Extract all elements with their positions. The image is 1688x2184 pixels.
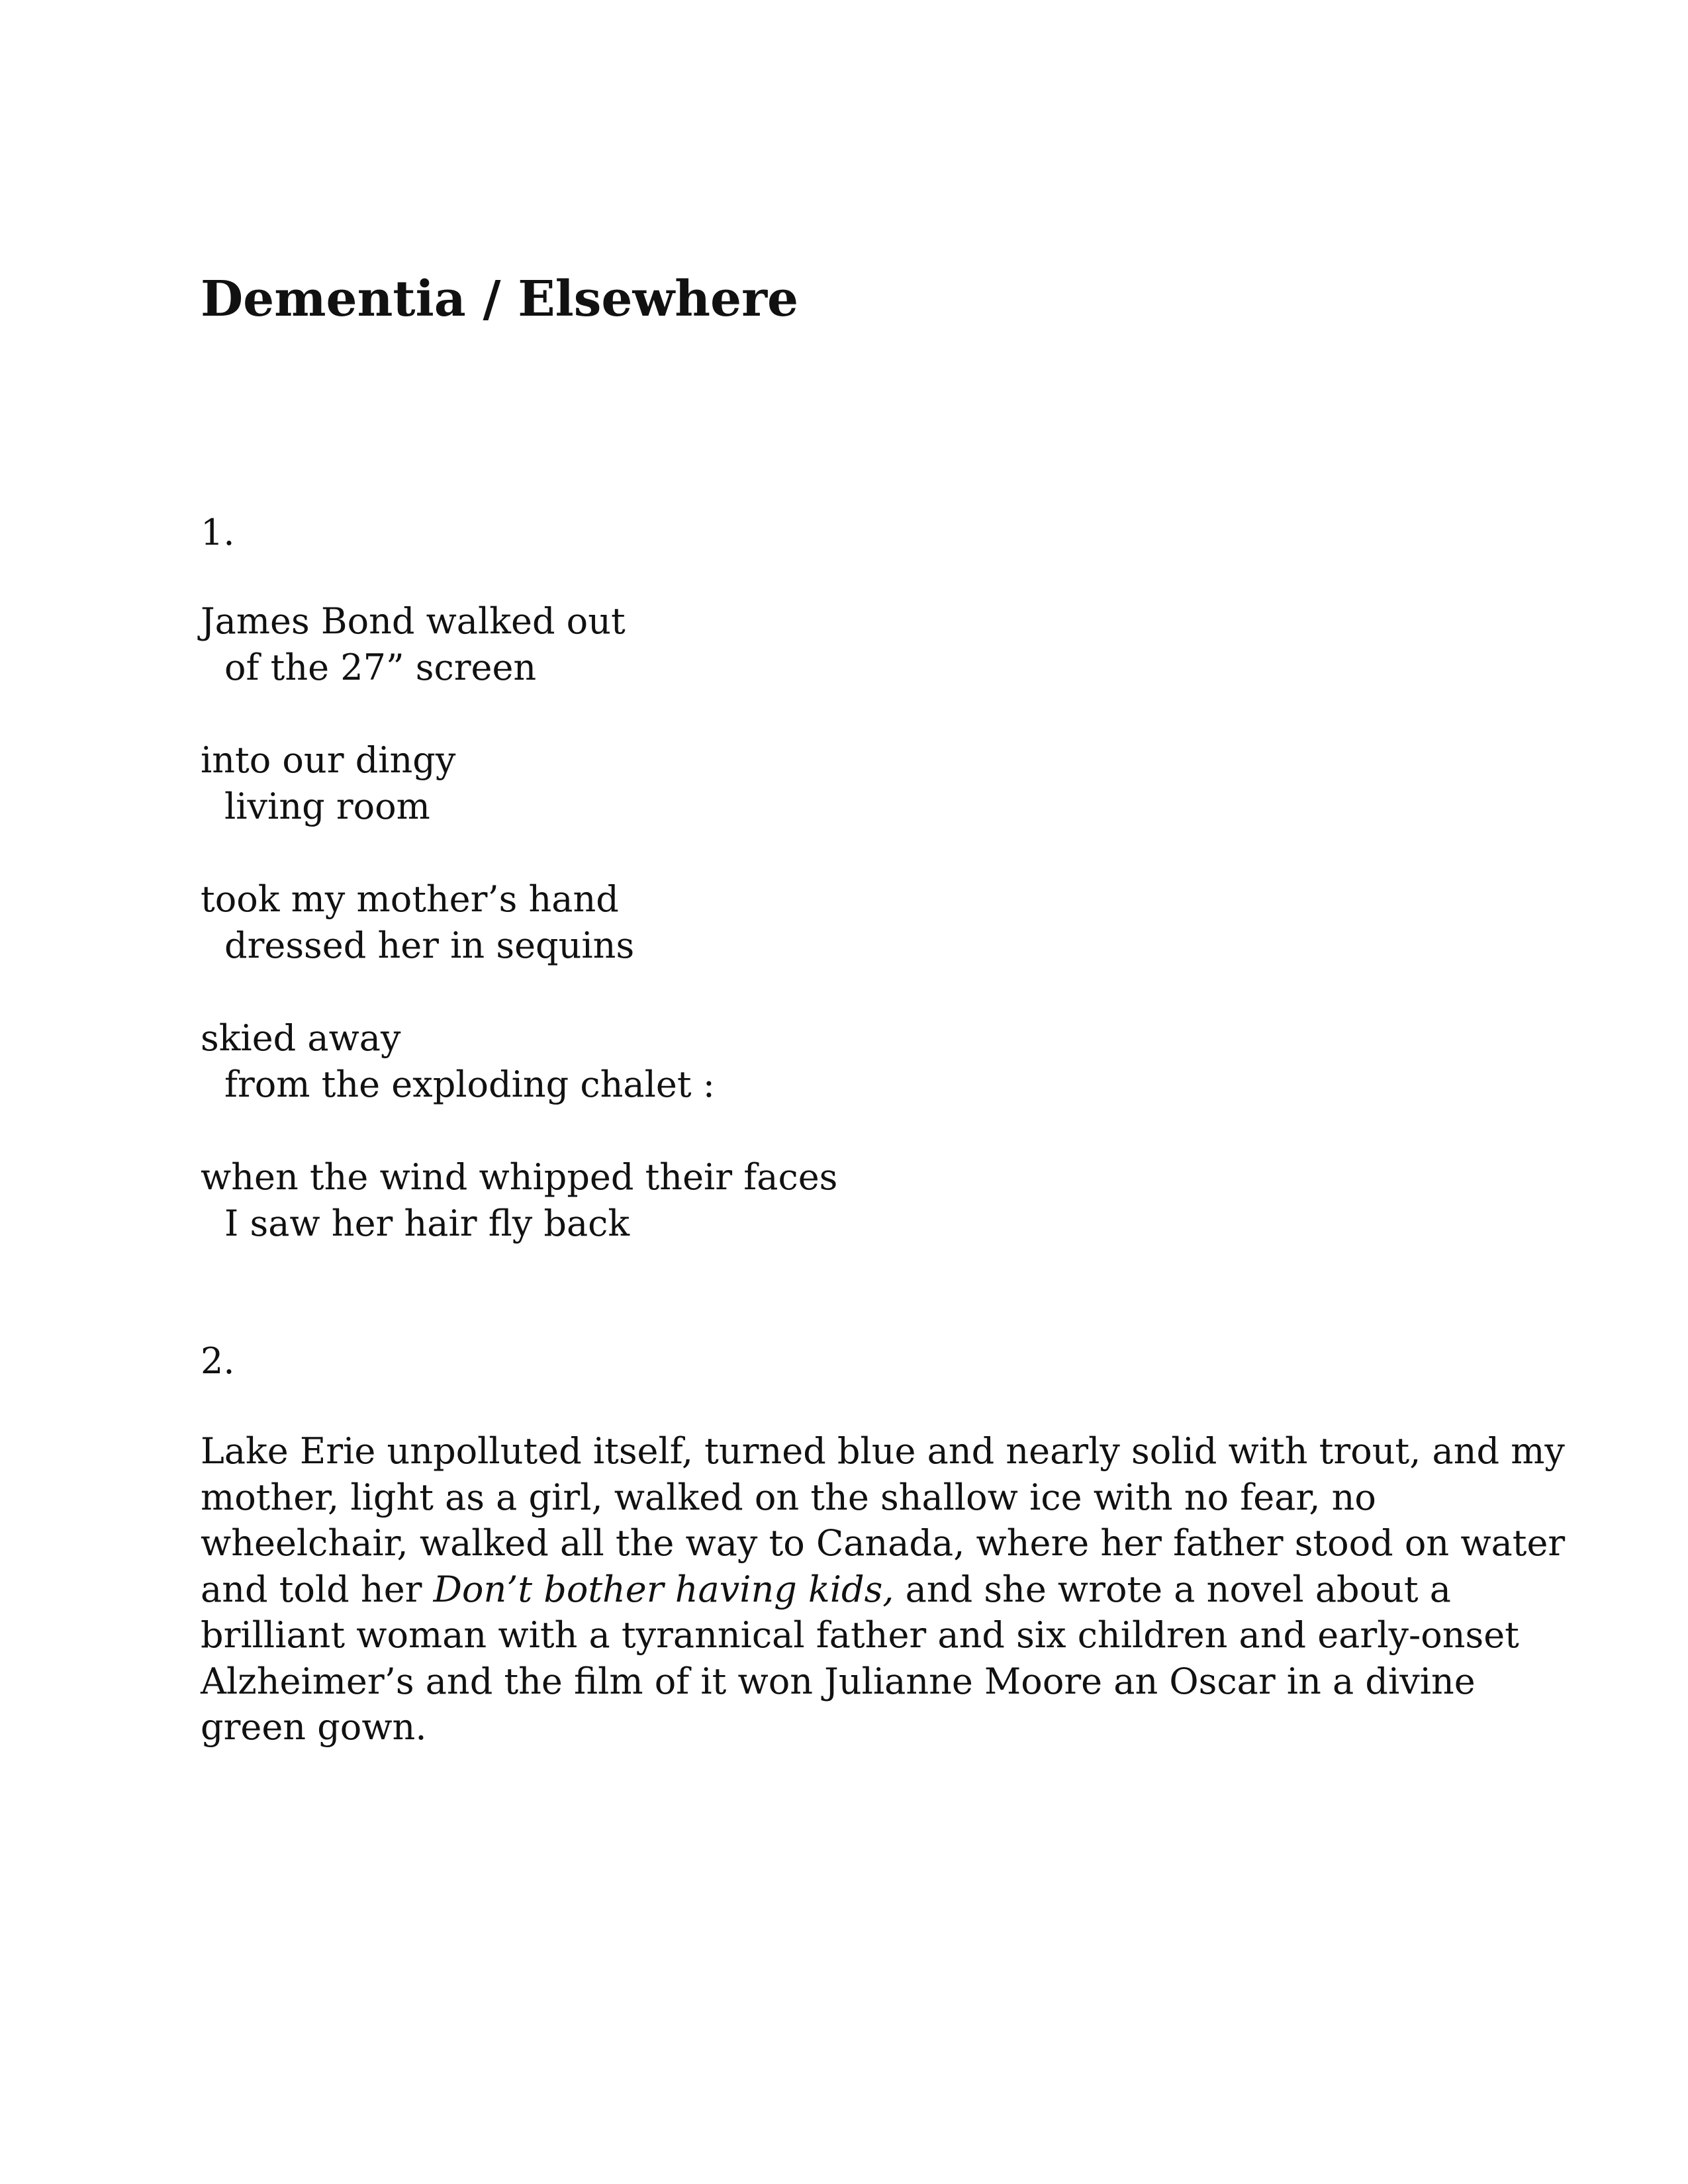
stanza-4 xyxy=(201,1015,1260,1108)
stanza-1 xyxy=(201,598,1260,691)
stanza-line-indented: of the 27” screen xyxy=(224,647,537,688)
section-number-1: 1. xyxy=(201,512,235,553)
stanza-5 xyxy=(201,1154,1260,1247)
stanza-line: James Bond walked out xyxy=(201,600,626,642)
stanza-line-indented: living room xyxy=(224,786,430,827)
stanza-line: took my mother’s hand xyxy=(201,878,619,920)
stanza-2 xyxy=(201,737,1260,830)
poem-title: Dementia / Elsewhere xyxy=(201,271,799,328)
stanza-3 xyxy=(201,876,1260,969)
section-number-2: 2. xyxy=(201,1340,235,1382)
section-1-stanzas xyxy=(201,598,1260,1293)
prose-text: and she wrote a novel about a brilliant woman with a tyrannical father and six children and early-onset Alzheimer’s and the film of it won Julianne Moore an Oscar in a divine green gown. xyxy=(201,1568,1519,1748)
stanza-line: into our dingy xyxy=(201,739,456,781)
document-page xyxy=(201,0,1577,2184)
prose-italic-quote: Don’t bother having kids, xyxy=(433,1568,894,1610)
stanza-line-indented: dressed her in sequins xyxy=(224,925,635,966)
stanza-line-indented: I saw her hair fly back xyxy=(224,1203,630,1244)
stanza-line-indented: from the exploding chalet : xyxy=(224,1064,715,1105)
section-2-paragraph xyxy=(201,1428,1577,1751)
prose-text: Lake Erie unpolluted itself, turned blue and nearly solid with trout, and my mother, light as a girl, walked on the shallow ice with no fear, no wheelchair, walked all the way to Canada, where her father stood on water and told her xyxy=(201,1430,1566,1610)
stanza-line: skied away xyxy=(201,1017,401,1059)
stanza-line: when the wind whipped their faces xyxy=(201,1156,838,1198)
